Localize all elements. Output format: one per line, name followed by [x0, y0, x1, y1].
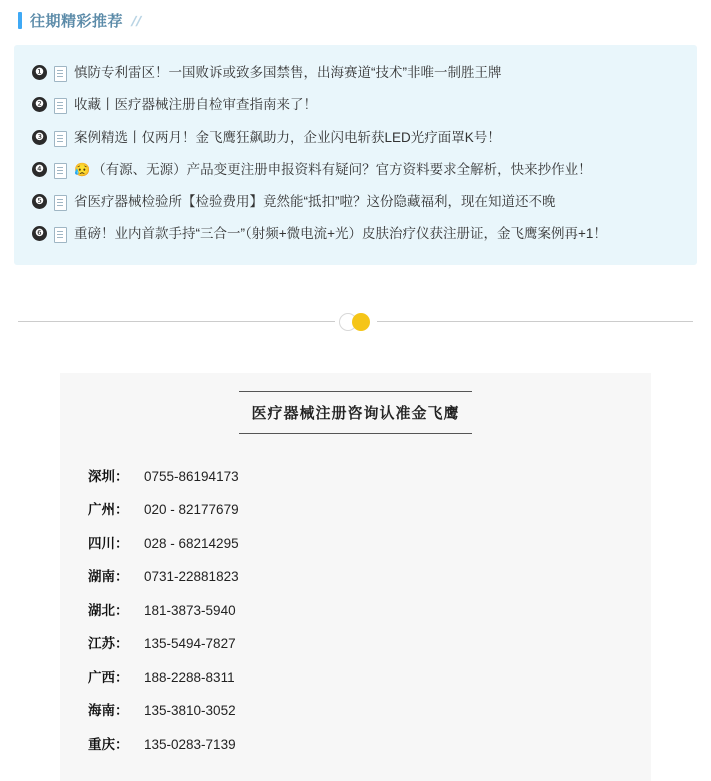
list-item-label: 案例精选丨仅两月！金飞鹰狂飙助力，企业闪电斩获LED光疗面罩K号！ — [74, 128, 683, 148]
contact-phone[interactable]: 0731-22881823 — [144, 570, 651, 584]
divider-dot-right-icon — [352, 313, 370, 331]
contact-phone[interactable]: 135-3810-3052 — [144, 704, 651, 718]
divider-line-left — [18, 321, 335, 322]
contact-row — [88, 560, 651, 594]
list-item[interactable] — [24, 122, 687, 154]
card-title: 医疗器械注册咨询认准金飞鹰 — [239, 391, 471, 434]
contact-row — [88, 460, 651, 494]
list-item-label: （有源、无源）产品变更注册申报资料有疑问？官方资料要求全解析，快来抄作业！ — [92, 160, 683, 180]
contact-city: 广西： — [88, 671, 144, 685]
divider — [18, 313, 693, 331]
item-number: ❺ — [32, 194, 47, 209]
contact-city: 重庆： — [88, 738, 144, 752]
contact-phone[interactable]: 135-5494-7827 — [144, 637, 651, 651]
document-icon — [54, 163, 67, 179]
list-item-label: 省医疗器械检验所【检验费用】竟然能“抵扣”啦？这份隐藏福利，现在知道还不晚 — [74, 192, 683, 212]
contact-row — [88, 527, 651, 561]
contact-row — [88, 728, 651, 762]
contact-row — [88, 493, 651, 527]
slash-decoration-icon: // — [129, 13, 144, 29]
contact-city: 湖南： — [88, 570, 144, 584]
contact-card — [60, 373, 651, 781]
contact-phone[interactable]: 028 - 68214295 — [144, 537, 651, 551]
list-item[interactable] — [24, 186, 687, 218]
contact-city: 广州： — [88, 503, 144, 517]
document-icon — [54, 66, 67, 82]
contact-phone[interactable]: 181-3873-5940 — [144, 604, 651, 618]
list-item[interactable] — [24, 218, 687, 250]
item-number: ❻ — [32, 226, 47, 241]
contact-phone[interactable]: 020 - 82177679 — [144, 503, 651, 517]
document-icon — [54, 195, 67, 211]
section-header — [0, 0, 711, 37]
contact-phone[interactable]: 188-2288-8311 — [144, 671, 651, 685]
list-item[interactable] — [24, 154, 687, 186]
contact-row — [88, 627, 651, 661]
item-number: ❹ — [32, 162, 47, 177]
list-item-label: 重磅！业内首款手持“三合一”（射频+微电流+光）皮肤治疗仪获注册证，金飞鹰案例再+1！ — [74, 224, 683, 244]
contact-city: 湖北： — [88, 604, 144, 618]
contact-city: 深圳： — [88, 470, 144, 484]
worried-face-icon: 😥 — [74, 160, 90, 180]
contact-city: 四川： — [88, 537, 144, 551]
contact-row — [88, 594, 651, 628]
item-number: ❷ — [32, 97, 47, 112]
contact-phone[interactable]: 0755-86194173 — [144, 470, 651, 484]
contact-row — [88, 661, 651, 695]
contact-row — [88, 694, 651, 728]
list-item-label: 收藏丨医疗器械注册自检审查指南来了！ — [74, 95, 683, 115]
contact-phone[interactable]: 135-0283-7139 — [144, 738, 651, 752]
accent-bar-icon — [18, 12, 22, 29]
contact-city: 海南： — [88, 704, 144, 718]
document-icon — [54, 131, 67, 147]
list-item-label: 慎防专利雷区！一国败诉或致多国禁售，出海赛道“技术”非唯一制胜王牌 — [74, 63, 683, 83]
divider-dots-icon — [339, 313, 373, 331]
divider-line-right — [377, 321, 694, 322]
list-item[interactable] — [24, 57, 687, 89]
document-icon — [54, 227, 67, 243]
recommendation-list — [14, 45, 697, 265]
item-number: ❶ — [32, 65, 47, 80]
contact-list — [60, 444, 651, 781]
card-title-wrap — [60, 387, 651, 444]
contact-city: 江苏： — [88, 637, 144, 651]
item-number: ❸ — [32, 130, 47, 145]
list-item[interactable] — [24, 89, 687, 121]
document-icon — [54, 98, 67, 114]
section-title: 往期精彩推荐 — [30, 10, 123, 31]
